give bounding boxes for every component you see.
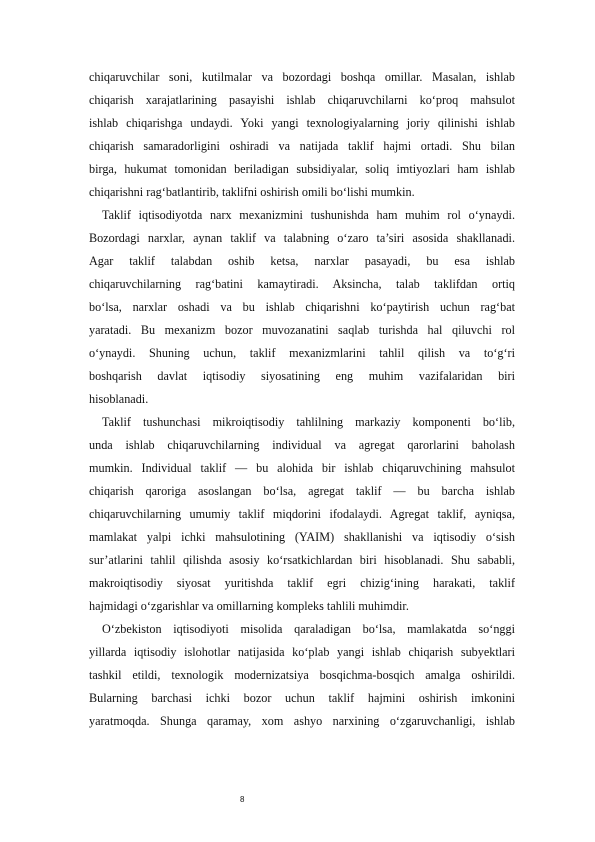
text-line: tashkil etildi, texnologik modernizatsiya bosqichma-bosqich amalga oshirildi. <box>89 668 515 682</box>
text-line: mamlakat yalpi ichki mahsulotining (YAIM) shakllanishi va iqtisodiy o‘sish <box>89 530 515 544</box>
page-number: 8 <box>240 795 245 804</box>
body-text <box>89 66 515 733</box>
text-line: Agar taklif talabdan oshib ketsa, narxlar pasayadi, bu esa ishlab <box>89 254 515 268</box>
text-line: bo‘lsa, narxlar oshadi va bu ishlab chiqarishni ko‘paytirish uchun rag‘bat <box>89 300 515 314</box>
text-line: yillarda iqtisodiy islohotlar natijasida ko‘plab yangi ishlab chiqarish subyektlari <box>89 645 515 659</box>
text-line: o‘ynaydi. Shuning uchun, taklif mexanizmlarini tahlil qilish va to‘g‘ri <box>89 346 515 360</box>
text-line: O‘zbekiston iqtisodiyoti misolida qaraladigan bo‘lsa, mamlakatda so‘nggi <box>102 622 515 636</box>
paragraph <box>89 618 515 733</box>
text-line: Taklif tushunchasi mikroiqtisodiy tahlilning markaziy komponenti bo‘lib, <box>102 415 515 429</box>
text-line: birga, hukumat tomonidan beriladigan subsidiyalar, soliq imtiyozlari ham ishlab <box>89 162 515 176</box>
text-line: yaratmoqda. Shunga qaramay, xom ashyo narxining o‘zgaruvchanligi, ishlab <box>89 714 515 728</box>
text-line: makroiqtisodiy siyosat yuritishda taklif egri chizig‘ining harakati, taklif <box>89 576 515 590</box>
text-line: Taklif iqtisodiyotda narx mexanizmini tushunishda ham muhim rol o‘ynaydi. <box>102 208 515 222</box>
text-line: chiqarish qaroriga asoslangan bo‘lsa, agregat taklif — bu barcha ishlab <box>89 484 515 498</box>
paragraph <box>89 204 515 411</box>
text-line: hisoblanadi. <box>89 392 149 406</box>
text-line: chiqarish xarajatlarining pasayishi ishlab chiqaruvchilarni ko‘proq mahsulot <box>89 93 515 107</box>
text-line: Bozordagi narxlar, aynan taklif va talabning o‘zaro ta’siri asosida shakllanadi. <box>89 231 515 245</box>
text-line: mumkin. Individual taklif — bu alohida bir ishlab chiqaruvchining mahsulot <box>89 461 515 475</box>
text-line: chiqaruvchilarning umumiy taklif miqdorini ifodalaydi. Agregat taklif, ayniqsa, <box>89 507 515 521</box>
text-line: chiqaruvchilar soni, kutilmalar va bozordagi boshqa omillar. Masalan, ishlab <box>89 70 515 84</box>
text-line: chiqarish samaradorligini oshiradi va natijada taklif hajmi ortadi. Shu bilan <box>89 139 515 153</box>
text-line: sur’atlarini tahlil qilishda asosiy ko‘rsatkichlardan biri hisoblanadi. Shu sababli, <box>89 553 515 567</box>
paragraph <box>89 411 515 618</box>
text-line: hajmidagi o‘zgarishlar va omillarning kompleks tahlili muhimdir. <box>89 599 409 613</box>
text-line: ishlab chiqarishga undaydi. Yoki yangi texnologiyalarning joriy qilinishi ishlab <box>89 116 515 130</box>
text-line: boshqarish davlat iqtisodiy siyosatining eng muhim vazifalaridan biri <box>89 369 515 383</box>
text-line: Bularning barchasi ichki bozor uchun taklif hajmini oshirish imkonini <box>89 691 515 705</box>
text-line: unda ishlab chiqaruvchilarning individual va agregat qarorlarini baholash <box>89 438 515 452</box>
text-line: chiqarishni rag‘batlantirib, taklifni oshirish omili bo‘lishi mumkin. <box>89 185 415 199</box>
paragraph <box>89 66 515 204</box>
text-line: yaratadi. Bu mexanizm bozor muvozanatini saqlab turishda hal qiluvchi rol <box>89 323 515 337</box>
text-line: chiqaruvchilarning rag‘batini kamaytiradi. Aksincha, talab taklifdan ortiq <box>89 277 515 291</box>
